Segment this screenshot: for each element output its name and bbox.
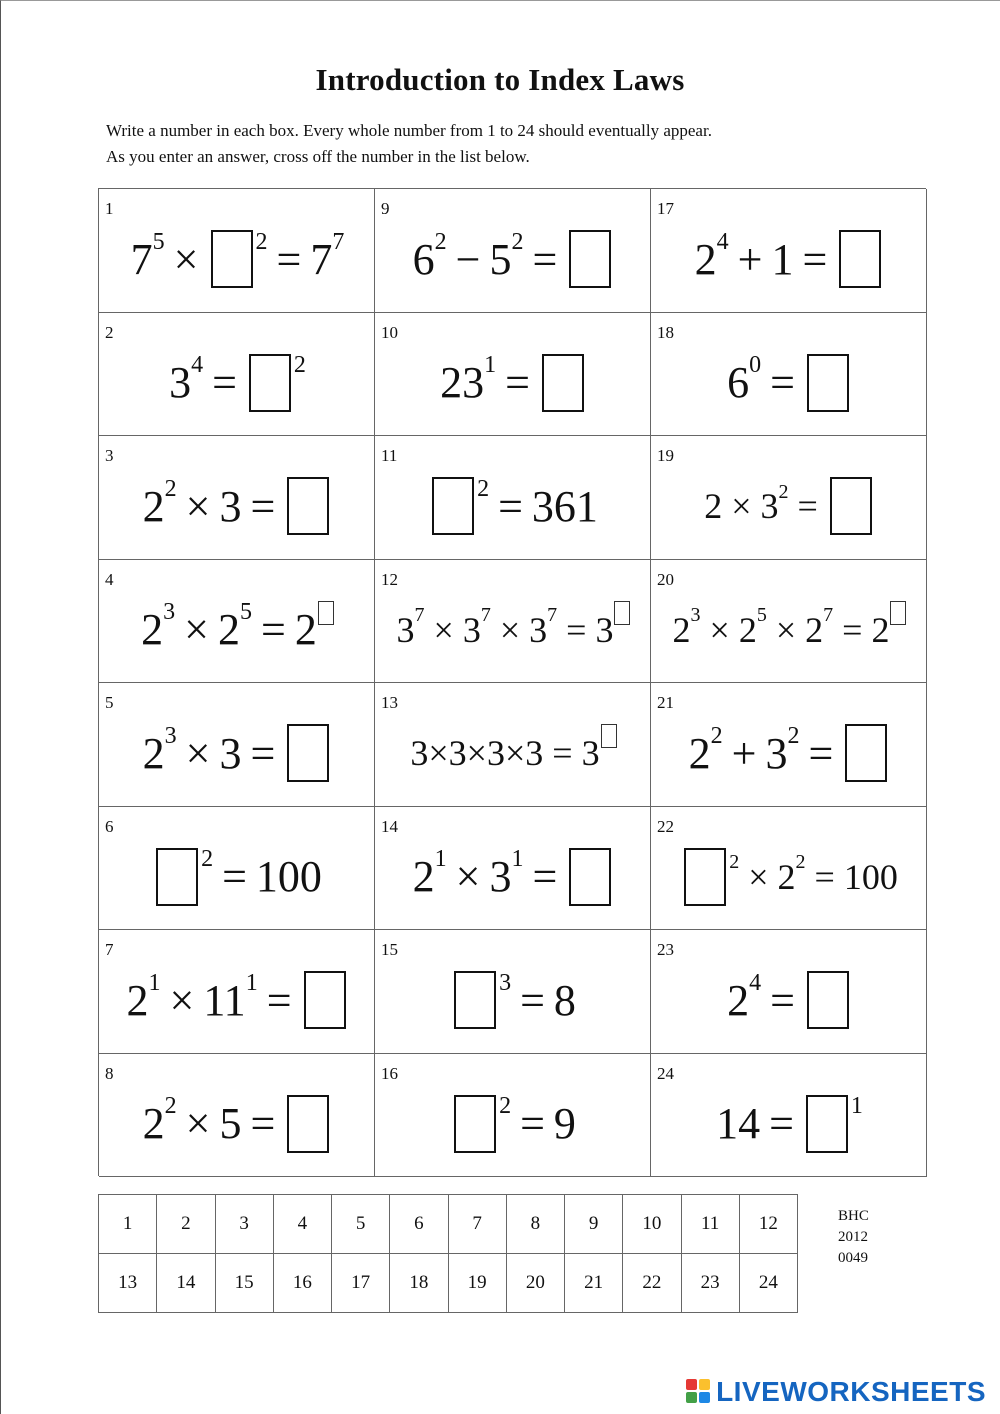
checklist-number[interactable]: 10 [623, 1195, 681, 1254]
exercise-cell-7 [99, 930, 375, 1054]
equation: 2 $^1$ × 3 $^1$ = [383, 833, 644, 922]
code-line: BHC [838, 1208, 869, 1224]
instructions [106, 118, 712, 170]
exercise-number: 9 [381, 199, 390, 218]
answer-box[interactable] [807, 971, 849, 1029]
exercise-cell-10 [375, 313, 651, 437]
answer-box[interactable] [890, 601, 906, 625]
brand-name: LIVEWORKSHEETS [716, 1376, 986, 1407]
exercise-number: 15 [381, 940, 398, 959]
equation: 2 $^3$ × 2 $^5$ × 2 $^7$ = 2 [659, 586, 920, 675]
answer-box[interactable] [211, 230, 253, 288]
equation: 2 $^2$ × 5 = [107, 1080, 368, 1169]
checklist-number[interactable]: 18 [390, 1254, 448, 1313]
exercise-number: 1 [105, 199, 114, 218]
checklist-number[interactable]: 5 [332, 1195, 390, 1254]
equation: 3×3×3×3 = 3 [383, 709, 644, 798]
checklist-row [99, 1195, 798, 1254]
exercise-number: 4 [105, 569, 114, 589]
answer-box[interactable] [569, 848, 611, 906]
exercise-cell-21 [651, 683, 927, 807]
exercise-cell-20 [651, 560, 927, 684]
checklist-number[interactable]: 21 [565, 1254, 623, 1313]
equation: $^2$ = 100 [107, 833, 368, 922]
exercise-grid [98, 188, 926, 1176]
equation: 23 $^1$ = [383, 339, 644, 428]
equation: 7 $^5$ × $^2$ = 7 $^7$ [107, 215, 368, 304]
checklist-number[interactable]: 3 [215, 1195, 273, 1254]
exercise-number: 11 [381, 446, 398, 465]
equation: 2 $^3$ × 3 = [107, 709, 368, 798]
exercise-number: 3 [105, 446, 114, 465]
exercise-cell-3 [99, 436, 375, 560]
exercise-number: 23 [657, 940, 674, 959]
exercise-cell-19 [651, 436, 927, 560]
equation: $^2$ = 9 [383, 1080, 644, 1169]
equation: 2 $^3$ × 2 $^5$ = 2 [107, 586, 368, 675]
instruction-line: As you enter an answer, cross off the number in the list below. [106, 147, 530, 166]
checklist-number[interactable]: 23 [681, 1254, 739, 1313]
checklist-number[interactable]: 14 [157, 1254, 215, 1313]
answer-box[interactable] [432, 477, 474, 535]
exercise-number: 14 [381, 816, 398, 836]
equation: 14 = $^1$ [659, 1080, 920, 1169]
exercise-cell-9 [375, 189, 651, 313]
exercise-number: 5 [105, 693, 114, 712]
checklist-number[interactable]: 4 [273, 1195, 331, 1254]
equation: $^3$ = 8 [383, 956, 644, 1045]
answer-box[interactable] [249, 354, 291, 412]
code-line: 0049 [838, 1250, 868, 1266]
code-line: 2012 [838, 1229, 868, 1245]
checklist-number[interactable]: 9 [565, 1195, 623, 1254]
exercise-cell-4 [99, 560, 375, 684]
exercise-cell-12 [375, 560, 651, 684]
equation: 2 $^1$ × 11 $^1$ = [107, 956, 368, 1045]
exercise-cell-23 [651, 930, 927, 1054]
exercise-number: 2 [105, 322, 114, 342]
checklist-number[interactable]: 12 [739, 1195, 797, 1254]
checklist-number[interactable]: 20 [506, 1254, 564, 1313]
checklist-number[interactable]: 16 [273, 1254, 331, 1313]
answer-box[interactable] [156, 848, 198, 906]
exercise-cell-14 [375, 807, 651, 931]
answer-box[interactable] [807, 354, 849, 412]
answer-box[interactable] [287, 1095, 329, 1153]
checklist-number[interactable]: 7 [448, 1195, 506, 1254]
exercise-number: 6 [105, 816, 114, 836]
answer-box[interactable] [684, 848, 726, 906]
instruction-line: Write a number in each box. Every whole number from 1 to 24 should eventually appear. [106, 121, 712, 140]
equation: 2 $^2$ × 3 = [107, 462, 368, 551]
liveworksheets-icon [686, 1379, 712, 1405]
exercise-number: 22 [657, 816, 674, 836]
exercise-cell-13 [375, 683, 651, 807]
answer-box[interactable] [287, 477, 329, 535]
checklist-number[interactable]: 8 [506, 1195, 564, 1254]
exercise-cell-5 [99, 683, 375, 807]
exercise-cell-17 [651, 189, 927, 313]
answer-box[interactable] [542, 354, 584, 412]
checklist-number[interactable]: 1 [99, 1195, 157, 1254]
equation: $^2$ = 361 [383, 462, 644, 551]
exercise-number: 18 [657, 322, 674, 342]
answer-box[interactable] [845, 724, 887, 782]
checklist-number[interactable]: 19 [448, 1254, 506, 1313]
equation: 3 $^4$ = $^2$ [107, 339, 368, 428]
liveworksheets-logo [686, 1376, 986, 1408]
exercise-cell-2 [99, 313, 375, 437]
exercise-cell-11 [375, 436, 651, 560]
checklist-number[interactable]: 17 [332, 1254, 390, 1313]
worksheet-code [838, 1206, 869, 1269]
exercise-cell-16 [375, 1054, 651, 1178]
equation: 2 $^2$ + 3 $^2$ = [659, 709, 920, 798]
exercise-number: 20 [657, 569, 674, 589]
exercise-number: 16 [381, 1063, 398, 1083]
answer-box[interactable] [318, 601, 334, 625]
exercise-number: 24 [657, 1063, 674, 1083]
checklist-number[interactable]: 24 [739, 1254, 797, 1313]
exercise-number: 19 [657, 446, 674, 465]
exercise-number: 8 [105, 1063, 114, 1083]
checklist-number[interactable]: 22 [623, 1254, 681, 1313]
equation: 6 $^0$ = [659, 339, 920, 428]
answer-box[interactable] [839, 230, 881, 288]
page-title: Introduction to Index Laws [315, 62, 685, 97]
equation: 6 $^2$ − 5 $^2$ = [383, 215, 644, 304]
exercise-cell-24 [651, 1054, 927, 1178]
exercise-cell-8 [99, 1054, 375, 1178]
number-checklist [98, 1194, 798, 1313]
checklist-number[interactable]: 13 [99, 1254, 157, 1313]
answer-box[interactable] [601, 724, 617, 748]
checklist-row [99, 1254, 798, 1313]
answer-box[interactable] [454, 971, 496, 1029]
checklist-number[interactable]: 15 [215, 1254, 273, 1313]
checklist-number[interactable]: 6 [390, 1195, 448, 1254]
exercise-number: 17 [657, 199, 674, 218]
equation: 3 $^7$ × 3 $^7$ × 3 $^7$ = 3 [383, 586, 644, 675]
answer-box[interactable] [304, 971, 346, 1029]
exercise-number: 12 [381, 569, 398, 589]
answer-box[interactable] [806, 1095, 848, 1153]
equation: 2 $^4$ + 1 = [659, 215, 920, 304]
exercise-cell-15 [375, 930, 651, 1054]
exercise-cell-6 [99, 807, 375, 931]
answer-box[interactable] [287, 724, 329, 782]
exercise-cell-18 [651, 313, 927, 437]
exercise-number: 21 [657, 693, 674, 712]
equation: 2 $^4$ = [659, 956, 920, 1045]
answer-box[interactable] [830, 477, 872, 535]
exercise-cell-1 [99, 189, 375, 313]
exercise-number: 10 [381, 322, 398, 342]
equation: $^2$ × 2 $^2$ = 100 [659, 833, 920, 922]
equation: 2 × 3 $^2$ = [659, 462, 920, 551]
exercise-cell-22 [651, 807, 927, 931]
answer-box[interactable] [454, 1095, 496, 1153]
exercise-number: 7 [105, 940, 114, 959]
checklist-number[interactable]: 11 [681, 1195, 739, 1254]
checklist-number[interactable]: 2 [157, 1195, 215, 1254]
answer-box[interactable] [569, 230, 611, 288]
answer-box[interactable] [614, 601, 630, 625]
exercise-number: 13 [381, 693, 398, 712]
